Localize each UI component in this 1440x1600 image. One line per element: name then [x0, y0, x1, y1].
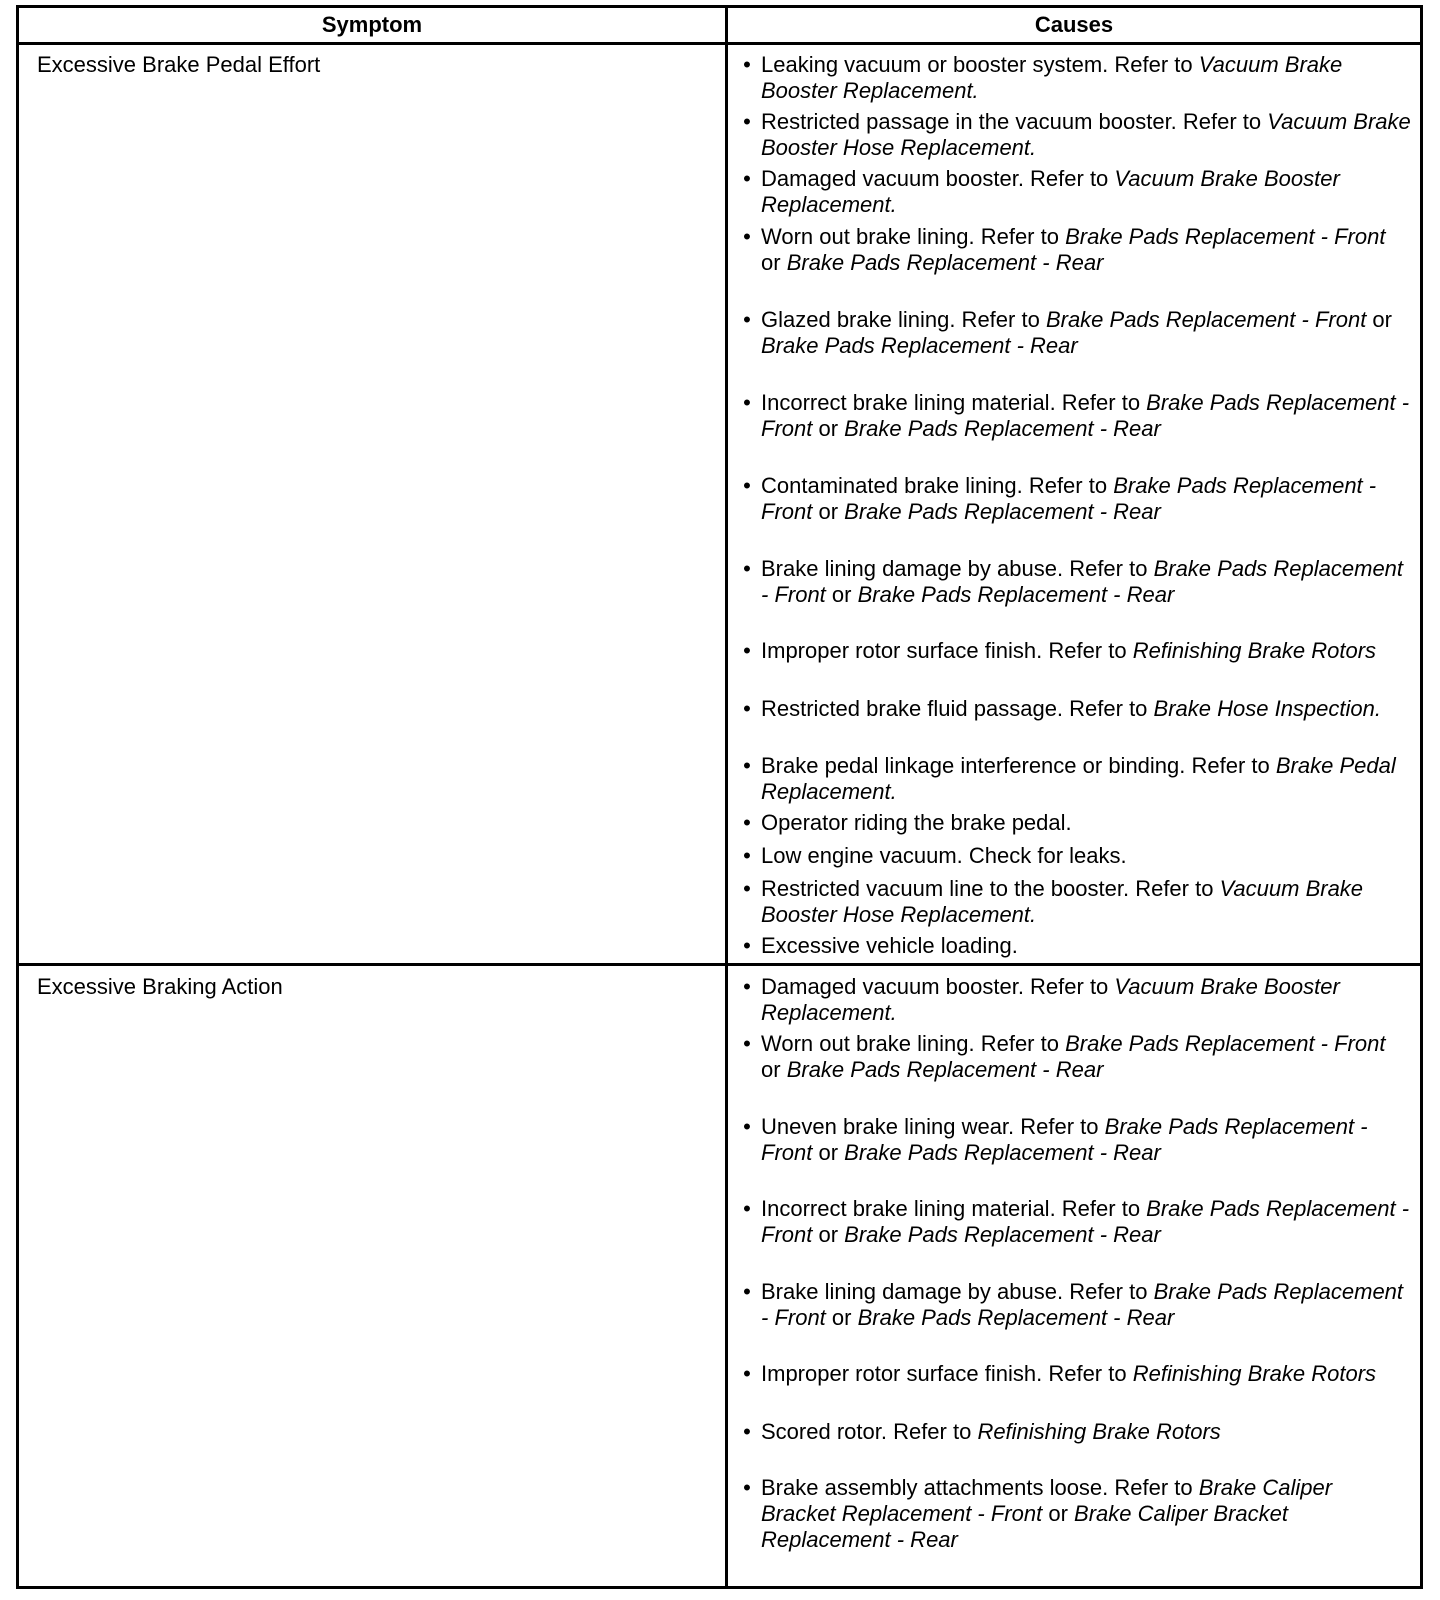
bullet-icon: • — [743, 224, 751, 249]
cause-item — [743, 933, 1411, 959]
cause-reference: Brake Pads Replacement - Rear — [786, 1057, 1104, 1082]
bullet-icon: • — [743, 1196, 751, 1221]
cause-reference: Brake Pedal Replacement. — [761, 753, 1396, 804]
cause-reference: Refinishing Brake Rotors — [1132, 1361, 1377, 1386]
cause-item — [743, 638, 1411, 664]
cause-reference: Brake Pads Replacement - Front — [1045, 307, 1367, 332]
cause-reference: Refinishing Brake Rotors — [977, 1419, 1221, 1444]
cause-connector: or — [761, 250, 787, 275]
cause-text: Brake pedal linkage interference or binding. Refer to — [761, 753, 1276, 778]
cause-text: Operator riding the brake pedal. — [761, 810, 1072, 835]
cause-text: Uneven brake lining wear. Refer to — [761, 1114, 1105, 1139]
bullet-icon: • — [743, 810, 751, 835]
cause-item — [743, 166, 1411, 218]
cause-connector: or — [812, 416, 845, 441]
cause-reference: Brake Pads Replacement - Front — [761, 1196, 1410, 1247]
bullet-icon: • — [743, 52, 751, 77]
cause-reference: Brake Pads Replacement - Front — [761, 1279, 1404, 1330]
cause-item — [743, 1475, 1411, 1553]
cause-reference: Brake Pads Replacement - Rear — [786, 250, 1104, 275]
cause-reference: Brake Pads Replacement - Rear — [844, 1140, 1161, 1165]
cause-item — [743, 52, 1411, 104]
cause-text: Improper rotor surface finish. Refer to — [761, 638, 1133, 663]
cause-item — [743, 473, 1411, 525]
symptom-header: Symptom — [321, 12, 423, 37]
cause-text: Worn out brake lining. Refer to — [761, 224, 1066, 249]
cause-text: Damaged vacuum booster. Refer to — [761, 166, 1115, 191]
cause-reference: Brake Pads Replacement - Front — [1065, 1031, 1386, 1056]
cause-reference: Brake Caliper Bracket Replacement - Rear — [761, 1501, 1289, 1552]
cause-text: Brake assembly attachments loose. Refer to — [761, 1475, 1199, 1500]
cause-item — [743, 1196, 1411, 1248]
cause-connector: or — [812, 499, 845, 524]
cause-connector: or — [812, 1140, 845, 1165]
bullet-icon: • — [743, 933, 751, 958]
cause-reference: Brake Pads Replacement - Front — [761, 390, 1410, 441]
cause-text: Scored rotor. Refer to — [761, 1419, 978, 1444]
cause-reference: Brake Pads Replacement - Front — [761, 556, 1404, 607]
bullet-icon: • — [743, 1279, 751, 1304]
cause-reference: Brake Caliper Bracket Replacement - Front — [761, 1475, 1333, 1526]
table-header — [19, 8, 1420, 45]
cause-text: Improper rotor surface finish. Refer to — [761, 1361, 1133, 1386]
cause-reference: Vacuum Brake Booster Hose Replacement. — [761, 109, 1411, 160]
causes-header: Causes — [1034, 12, 1114, 37]
bullet-icon: • — [743, 696, 751, 721]
cause-item — [743, 390, 1411, 442]
bullet-icon: • — [743, 1114, 751, 1139]
cause-text: Contaminated brake lining. Refer to — [761, 473, 1114, 498]
cause-connector: or — [761, 1057, 787, 1082]
cause-reference: Brake Pads Replacement - Front — [761, 473, 1377, 524]
cause-text: Restricted passage in the vacuum booster. Refer to — [761, 109, 1268, 134]
cause-reference: Vacuum Brake Booster Hose Replacement. — [761, 876, 1364, 927]
bullet-icon: • — [743, 307, 751, 332]
cause-text: Restricted vacuum line to the booster. Refer to — [761, 876, 1220, 901]
bullet-icon: • — [743, 974, 751, 999]
symptom-cell: Excessive Brake Pedal Effort — [37, 52, 321, 77]
cause-item — [743, 876, 1411, 928]
bullet-icon: • — [743, 876, 751, 901]
cause-text: Excessive vehicle loading. — [761, 933, 1018, 958]
bullet-icon: • — [743, 390, 751, 415]
bullet-icon: • — [743, 1361, 751, 1386]
cause-reference: Brake Pads Replacement - Rear — [857, 1305, 1175, 1330]
column-divider — [725, 8, 728, 1586]
cause-item — [743, 810, 1411, 836]
cause-item — [743, 1114, 1411, 1166]
bullet-icon: • — [743, 473, 751, 498]
cause-text: Worn out brake lining. Refer to — [761, 1031, 1066, 1056]
cause-reference: Brake Pads Replacement - Front — [761, 1114, 1368, 1165]
cause-reference: Vacuum Brake Booster Replacement. — [761, 166, 1340, 217]
row-divider — [19, 963, 1420, 966]
cause-connector: or — [825, 1305, 858, 1330]
cause-reference: Vacuum Brake Booster Replacement. — [761, 52, 1343, 103]
cause-connector: or — [1042, 1501, 1075, 1526]
bullet-icon: • — [743, 753, 751, 778]
cause-text: Leaking vacuum or booster system. Refer to — [761, 52, 1199, 77]
cause-connector: or — [825, 582, 858, 607]
cause-item — [743, 1031, 1411, 1083]
cause-item — [743, 696, 1411, 722]
cause-connector: or — [1366, 307, 1392, 332]
cause-item — [743, 843, 1411, 869]
cause-text: Incorrect brake lining material. Refer to — [761, 1196, 1147, 1221]
cause-text: Damaged vacuum booster. Refer to — [761, 974, 1115, 999]
cause-reference: Brake Pads Replacement - Rear — [857, 582, 1175, 607]
cause-reference: Vacuum Brake Booster Replacement. — [761, 974, 1340, 1025]
cause-connector: or — [812, 1222, 845, 1247]
bullet-icon: • — [743, 843, 751, 868]
cause-reference: Refinishing Brake Rotors — [1132, 638, 1377, 663]
cause-reference: Brake Pads Replacement - Rear — [844, 499, 1161, 524]
bullet-icon: • — [743, 1031, 751, 1056]
bullet-icon: • — [743, 556, 751, 581]
cause-text: Restricted brake fluid passage. Refer to — [761, 696, 1154, 721]
bullet-icon: • — [743, 1419, 751, 1444]
bullet-icon: • — [743, 109, 751, 134]
cause-text: Incorrect brake lining material. Refer to — [761, 390, 1147, 415]
bullet-icon: • — [743, 638, 751, 663]
cause-reference: Brake Pads Replacement - Front — [1065, 224, 1386, 249]
cause-item — [743, 974, 1411, 1026]
cause-item — [743, 1419, 1411, 1445]
bullet-icon: • — [743, 1475, 751, 1500]
cause-item — [743, 109, 1411, 161]
bullet-icon: • — [743, 166, 751, 191]
cause-reference: Brake Pads Replacement - Rear — [844, 416, 1161, 441]
cause-text: Low engine vacuum. Check for leaks. — [761, 843, 1127, 868]
cause-item — [743, 556, 1411, 608]
symptom-cell: Excessive Braking Action — [37, 974, 283, 999]
cause-text: Glazed brake lining. Refer to — [761, 307, 1046, 332]
symptom-causes-table — [16, 5, 1423, 1589]
cause-reference: Brake Pads Replacement - Rear — [761, 333, 1078, 358]
cause-text: Brake lining damage by abuse. Refer to — [761, 1279, 1154, 1304]
cause-item — [743, 224, 1411, 276]
cause-item — [743, 753, 1411, 805]
cause-reference: Brake Pads Replacement - Rear — [844, 1222, 1161, 1247]
cause-item — [743, 307, 1411, 359]
cause-item — [743, 1361, 1411, 1387]
cause-item — [743, 1279, 1411, 1331]
cause-text: Brake lining damage by abuse. Refer to — [761, 556, 1154, 581]
cause-reference: Brake Hose Inspection. — [1153, 696, 1381, 721]
